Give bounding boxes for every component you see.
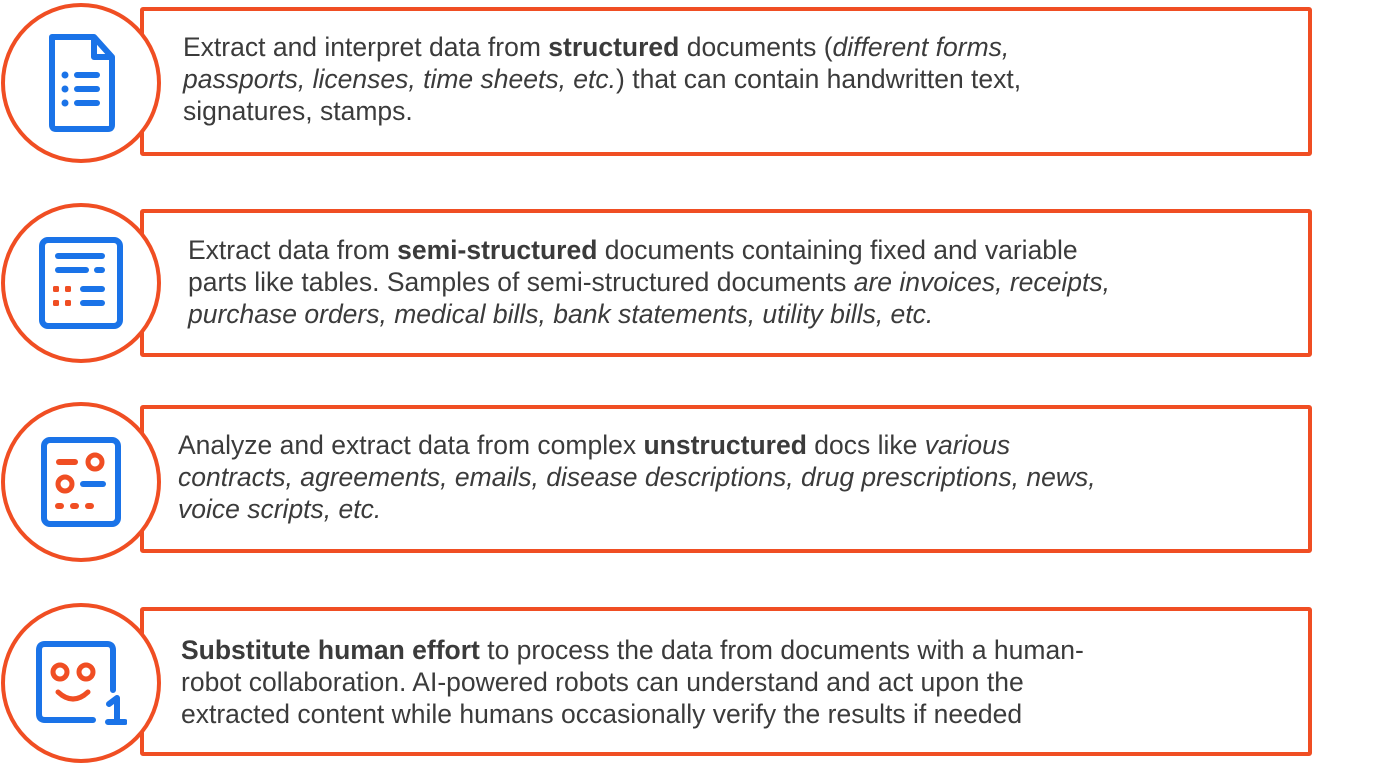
- italic-text: are invoices, receipts,: [853, 267, 1111, 297]
- bold-text: Substitute human effort: [181, 635, 480, 665]
- text-segment: Extract data from: [188, 235, 398, 265]
- item-text: [178, 429, 1278, 525]
- bold-text: semi-structured: [397, 235, 598, 265]
- icon-circle: [1, 3, 161, 163]
- italic-text: contracts, agreements, emails, disease descriptions, drug prescriptions, news,: [178, 462, 1096, 492]
- text-segment: Extract and interpret data from: [183, 32, 549, 62]
- text-segment: documents containing fixed and variable: [597, 235, 1078, 265]
- item-text: [183, 31, 1283, 127]
- italic-text: purchase orders, medical bills, bank statements, utility bills, etc.: [188, 299, 934, 329]
- icon-circle: [1, 402, 161, 562]
- text-segment: robot collaboration. AI-powered robots can understand and act upon the: [181, 667, 1024, 697]
- text-segment: parts like tables. Samples of semi-structured documents: [188, 267, 854, 297]
- bold-text: unstructured: [643, 430, 807, 460]
- robot-face-icon: [35, 640, 127, 726]
- item-text: [188, 234, 1288, 330]
- invoice-form-icon: [38, 236, 124, 330]
- bold-text: structured: [548, 32, 680, 62]
- document-list-icon: [46, 33, 116, 133]
- italic-text: different forms,: [832, 32, 1010, 62]
- text-segment: extracted content while humans occasionally verify the results if needed: [181, 699, 1023, 729]
- italic-text: voice scripts, etc.: [178, 494, 382, 524]
- item-text: [181, 634, 1281, 730]
- icon-circle: [1, 203, 161, 363]
- italic-text: passports, licenses, time sheets, etc.: [183, 64, 617, 94]
- italic-text: various: [924, 430, 1011, 460]
- text-segment: to process the data from documents with a human-: [479, 635, 1084, 665]
- icon-circle: [1, 603, 161, 763]
- text-segment: ) that can contain handwritten text,: [616, 64, 1022, 94]
- settings-panel-icon: [40, 436, 122, 528]
- text-segment: documents (: [679, 32, 833, 62]
- text-segment: signatures, stamps.: [183, 96, 413, 126]
- text-segment: Analyze and extract data from complex: [178, 430, 644, 460]
- text-segment: docs like: [806, 430, 925, 460]
